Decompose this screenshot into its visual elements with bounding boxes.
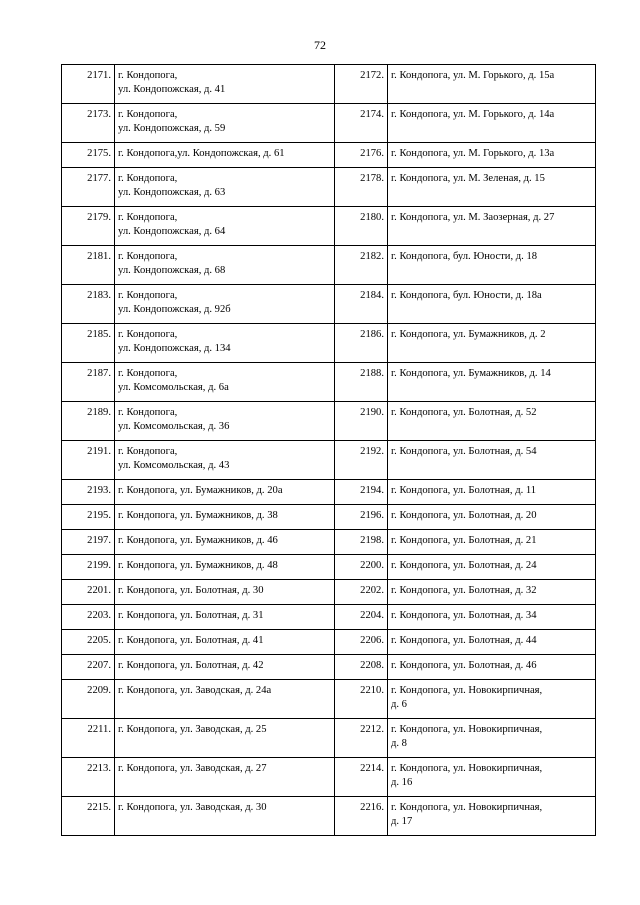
table-row xyxy=(62,402,596,441)
address-left: г. Кондопога, ул. Болотная, д. 41 xyxy=(115,630,335,655)
row-number-right: 2192. xyxy=(335,441,388,480)
row-number-left: 2171. xyxy=(62,65,115,104)
address-left: г. Кондопога, ул. Болотная, д. 42 xyxy=(115,655,335,680)
address-left: г. Кондопога, ул. Бумажников, д. 20а xyxy=(115,480,335,505)
row-number-left: 2173. xyxy=(62,104,115,143)
address-right: г. Кондопога, ул. Бумажников, д. 2 xyxy=(388,324,596,363)
row-number-right: 2200. xyxy=(335,555,388,580)
row-number-left: 2187. xyxy=(62,363,115,402)
row-number-left: 2191. xyxy=(62,441,115,480)
table-row xyxy=(62,530,596,555)
address-left: г. Кондопога, ул. Комсомольская, д. 6а xyxy=(115,363,335,402)
row-number-right: 2174. xyxy=(335,104,388,143)
row-number-left: 2205. xyxy=(62,630,115,655)
address-right: г. Кондопога, ул. М. Горького, д. 13а xyxy=(388,143,596,168)
table-row xyxy=(62,505,596,530)
address-right: г. Кондопога, ул. М. Зеленая, д. 15 xyxy=(388,168,596,207)
table-row xyxy=(62,168,596,207)
address-right: г. Кондопога, ул. Новокирпичная, д. 16 xyxy=(388,758,596,797)
address-right: г. Кондопога, ул. Новокирпичная, д. 17 xyxy=(388,797,596,836)
address-right: г. Кондопога, ул. Болотная, д. 34 xyxy=(388,605,596,630)
row-number-right: 2198. xyxy=(335,530,388,555)
address-left: г. Кондопога, ул. Бумажников, д. 38 xyxy=(115,505,335,530)
table-row xyxy=(62,580,596,605)
address-right: г. Кондопога, ул. Болотная, д. 46 xyxy=(388,655,596,680)
table-row xyxy=(62,65,596,104)
row-number-left: 2211. xyxy=(62,719,115,758)
table-row xyxy=(62,797,596,836)
table-row xyxy=(62,480,596,505)
address-table-body xyxy=(62,65,596,836)
address-right: г. Кондопога, ул. Новокирпичная, д. 6 xyxy=(388,680,596,719)
row-number-right: 2184. xyxy=(335,285,388,324)
page-number: 72 xyxy=(314,38,326,52)
address-left: г. Кондопога, ул. Кондопожская, д. 134 xyxy=(115,324,335,363)
row-number-left: 2213. xyxy=(62,758,115,797)
address-left: г. Кондопога, ул. Заводская, д. 24а xyxy=(115,680,335,719)
address-left: г. Кондопога, ул. Кондопожская, д. 92б xyxy=(115,285,335,324)
address-table xyxy=(61,64,596,836)
row-number-right: 2172. xyxy=(335,65,388,104)
address-right: г. Кондопога, ул. Болотная, д. 21 xyxy=(388,530,596,555)
address-right: г. Кондопога, ул. М. Горького, д. 14а xyxy=(388,104,596,143)
address-right: г. Кондопога, ул. Болотная, д. 20 xyxy=(388,505,596,530)
row-number-left: 2175. xyxy=(62,143,115,168)
row-number-left: 2209. xyxy=(62,680,115,719)
row-number-left: 2215. xyxy=(62,797,115,836)
address-left: г. Кондопога, ул. Комсомольская, д. 36 xyxy=(115,402,335,441)
address-left: г. Кондопога, ул. Болотная, д. 31 xyxy=(115,605,335,630)
table-row xyxy=(62,630,596,655)
address-right: г. Кондопога, ул. Болотная, д. 11 xyxy=(388,480,596,505)
row-number-right: 2208. xyxy=(335,655,388,680)
address-right: г. Кондопога, ул. Болотная, д. 44 xyxy=(388,630,596,655)
row-number-right: 2196. xyxy=(335,505,388,530)
table-row xyxy=(62,285,596,324)
address-left: г. Кондопога, ул. Кондопожская, д. 64 xyxy=(115,207,335,246)
table-row xyxy=(62,555,596,580)
row-number-right: 2202. xyxy=(335,580,388,605)
row-number-left: 2201. xyxy=(62,580,115,605)
address-right: г. Кондопога, ул. Новокирпичная, д. 8 xyxy=(388,719,596,758)
row-number-left: 2177. xyxy=(62,168,115,207)
address-left: г. Кондопога, ул. Бумажников, д. 46 xyxy=(115,530,335,555)
row-number-right: 2188. xyxy=(335,363,388,402)
table-row xyxy=(62,207,596,246)
row-number-left: 2203. xyxy=(62,605,115,630)
table-row xyxy=(62,143,596,168)
row-number-right: 2176. xyxy=(335,143,388,168)
row-number-left: 2195. xyxy=(62,505,115,530)
row-number-right: 2204. xyxy=(335,605,388,630)
address-right: г. Кондопога, ул. Болотная, д. 32 xyxy=(388,580,596,605)
address-left: г. Кондопога, ул. Болотная, д. 30 xyxy=(115,580,335,605)
table-row xyxy=(62,605,596,630)
address-left: г. Кондопога, ул. Заводская, д. 30 xyxy=(115,797,335,836)
address-right: г. Кондопога, ул. Болотная, д. 54 xyxy=(388,441,596,480)
row-number-right: 2178. xyxy=(335,168,388,207)
row-number-left: 2199. xyxy=(62,555,115,580)
address-left: г. Кондопога, ул. Кондопожская, д. 59 xyxy=(115,104,335,143)
address-left: г. Кондопога, ул. Кондопожская, д. 63 xyxy=(115,168,335,207)
address-left: г. Кондопога, ул. Кондопожская, д. 41 xyxy=(115,65,335,104)
address-left: г. Кондопога, ул. Заводская, д. 25 xyxy=(115,719,335,758)
address-left: г. Кондопога, ул. Бумажников, д. 48 xyxy=(115,555,335,580)
row-number-left: 2179. xyxy=(62,207,115,246)
address-right: г. Кондопога, ул. М. Заозерная, д. 27 xyxy=(388,207,596,246)
address-left: г. Кондопога, ул. Кондопожская, д. 68 xyxy=(115,246,335,285)
table-row xyxy=(62,246,596,285)
table-row xyxy=(62,680,596,719)
address-right: г. Кондопога, ул. Бумажников, д. 14 xyxy=(388,363,596,402)
address-left: г. Кондопога, ул. Комсомольская, д. 43 xyxy=(115,441,335,480)
address-left: г. Кондопога, ул. Заводская, д. 27 xyxy=(115,758,335,797)
table-row xyxy=(62,363,596,402)
table-row xyxy=(62,655,596,680)
table-row xyxy=(62,104,596,143)
row-number-right: 2194. xyxy=(335,480,388,505)
row-number-right: 2186. xyxy=(335,324,388,363)
address-right: г. Кондопога, бул. Юности, д. 18 xyxy=(388,246,596,285)
row-number-right: 2212. xyxy=(335,719,388,758)
address-right: г. Кондопога, ул. Болотная, д. 24 xyxy=(388,555,596,580)
row-number-right: 2206. xyxy=(335,630,388,655)
address-right: г. Кондопога, ул. М. Горького, д. 15а xyxy=(388,65,596,104)
row-number-right: 2214. xyxy=(335,758,388,797)
table-row xyxy=(62,441,596,480)
row-number-right: 2190. xyxy=(335,402,388,441)
row-number-left: 2197. xyxy=(62,530,115,555)
row-number-left: 2189. xyxy=(62,402,115,441)
address-right: г. Кондопога, бул. Юности, д. 18а xyxy=(388,285,596,324)
table-row xyxy=(62,758,596,797)
address-left: г. Кондопога,ул. Кондопожская, д. 61 xyxy=(115,143,335,168)
row-number-right: 2180. xyxy=(335,207,388,246)
row-number-right: 2216. xyxy=(335,797,388,836)
row-number-left: 2181. xyxy=(62,246,115,285)
row-number-left: 2207. xyxy=(62,655,115,680)
table-row xyxy=(62,719,596,758)
address-right: г. Кондопога, ул. Болотная, д. 52 xyxy=(388,402,596,441)
table-row xyxy=(62,324,596,363)
row-number-right: 2182. xyxy=(335,246,388,285)
row-number-left: 2193. xyxy=(62,480,115,505)
row-number-left: 2183. xyxy=(62,285,115,324)
row-number-left: 2185. xyxy=(62,324,115,363)
row-number-right: 2210. xyxy=(335,680,388,719)
